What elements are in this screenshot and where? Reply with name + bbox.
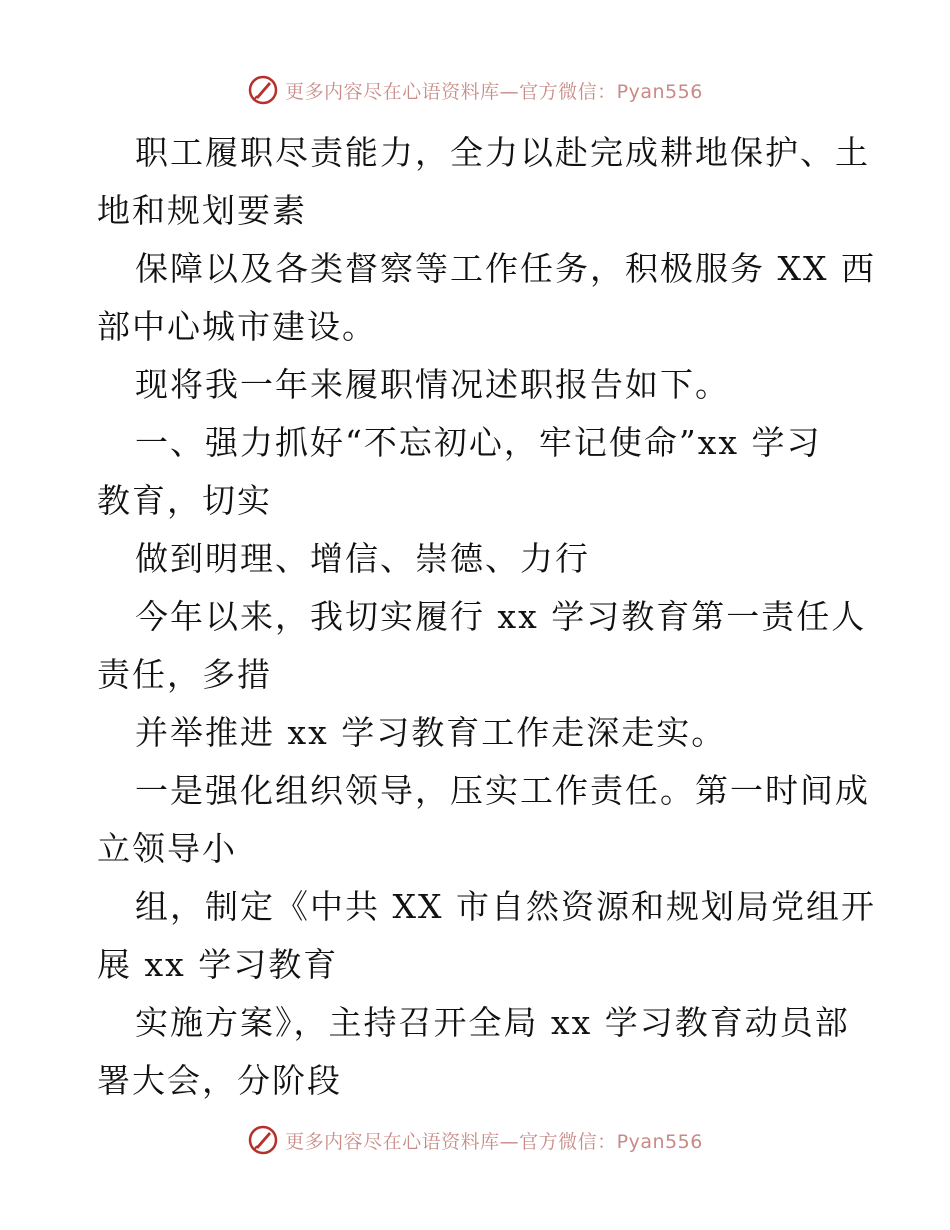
section-heading: 一、强力抓好“不忘初心，牢记使命”xx 学习	[135, 423, 822, 462]
body-line: 保障以及各类督察等工作任务，积极服务 XX 西	[135, 249, 876, 288]
watermark-text: 更多内容尽在心语资料库—官方微信：Pyan556	[285, 1130, 703, 1153]
body-line: 并举推进 xx 学习教育工作走深走实。	[135, 713, 727, 752]
body-line: 署大会，分阶段	[97, 1061, 342, 1100]
document-body	[97, 124, 876, 1110]
body-line: 一是强化组织领导，压实工作责任。第一时间成	[135, 771, 870, 810]
quill-logo-icon	[247, 1124, 279, 1156]
body-line: 地和规划要素	[97, 191, 307, 230]
quill-logo-icon	[247, 74, 279, 106]
body-line: 现将我一年来履职情况述职报告如下。	[135, 365, 730, 404]
body-line: 责任，多措	[97, 655, 272, 694]
body-line: 立领导小	[97, 829, 237, 868]
body-line: 职工履职尽责能力，全力以赴完成耕地保护、土	[135, 133, 870, 172]
header-watermark	[0, 70, 950, 110]
section-heading: 教育，切实	[97, 481, 272, 520]
body-line: 今年以来，我切实履行 xx 学习教育第一责任人	[135, 597, 867, 636]
body-line: 做到明理、增信、崇德、力行	[135, 539, 590, 578]
footer-watermark	[0, 1120, 950, 1160]
body-line: 组，制定《中共 XX 市自然资源和规划局党组开	[135, 887, 876, 926]
body-line: 部中心城市建设。	[97, 307, 377, 346]
watermark-text: 更多内容尽在心语资料库—官方微信：Pyan556	[285, 80, 703, 103]
body-line: 展 xx 学习教育	[97, 945, 339, 984]
body-line: 实施方案》，主持召开全局 xx 学习教育动员部	[135, 1003, 850, 1042]
